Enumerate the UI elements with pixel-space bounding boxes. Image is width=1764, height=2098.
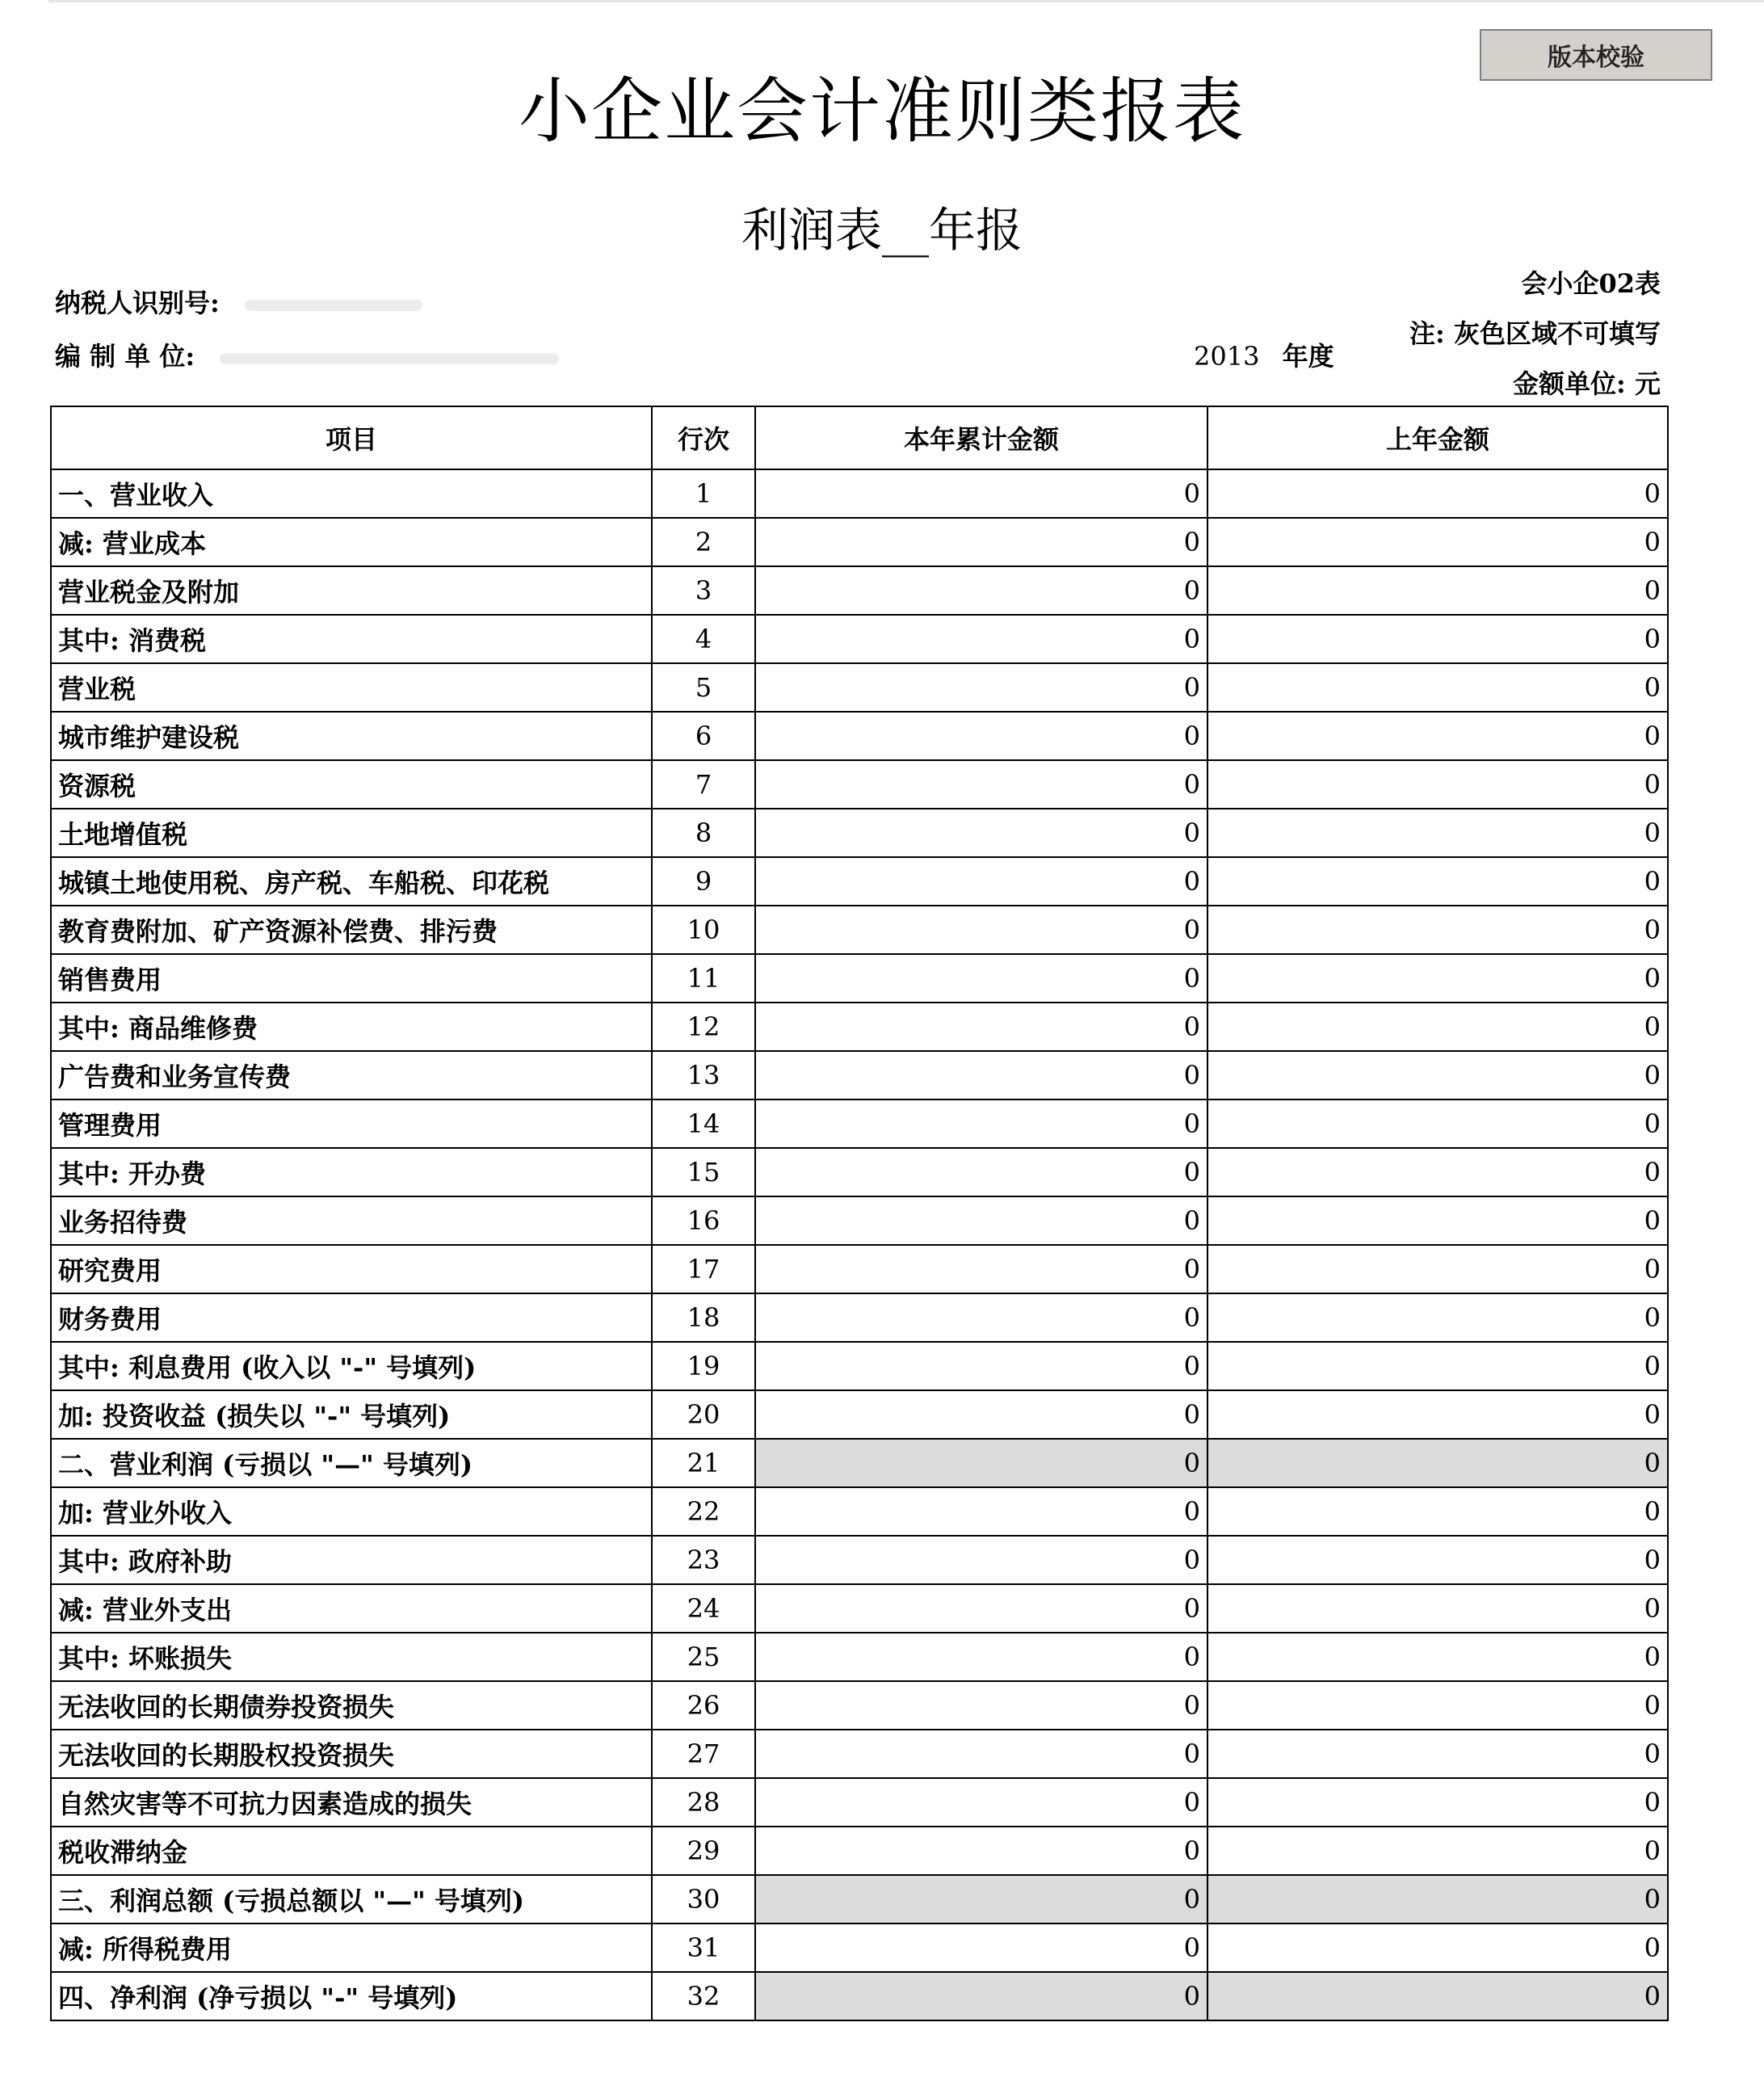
current-year-amount-cell: 0 (755, 1439, 1208, 1487)
previous-year-amount-cell[interactable]: 0 (1208, 518, 1668, 566)
table-row (51, 1148, 1668, 1196)
current-year-amount-cell[interactable]: 0 (755, 906, 1208, 954)
table-row (51, 954, 1668, 1003)
column-header-previous-year: 上年金额 (1208, 406, 1668, 469)
table-row (51, 1730, 1668, 1778)
top-divider (48, 0, 1764, 2)
previous-year-amount-cell[interactable]: 0 (1208, 1633, 1668, 1681)
previous-year-amount-cell[interactable]: 0 (1208, 1003, 1668, 1051)
previous-year-amount-cell[interactable]: 0 (1208, 1293, 1668, 1342)
row-line-number: 29 (652, 1827, 755, 1875)
current-year-amount-cell[interactable]: 0 (755, 518, 1208, 566)
table-row (51, 1584, 1668, 1633)
previous-year-amount-cell[interactable]: 0 (1208, 1487, 1668, 1536)
previous-year-amount-cell[interactable]: 0 (1208, 663, 1668, 712)
page-title: 小企业会计准则类报表 (518, 69, 1245, 153)
previous-year-amount-cell[interactable]: 0 (1208, 1390, 1668, 1439)
row-line-number: 15 (652, 1148, 755, 1196)
current-year-amount-cell[interactable]: 0 (755, 1148, 1208, 1196)
table-row (51, 1099, 1668, 1148)
row-item-label: 自然灾害等不可抗力因素造成的损失 (51, 1778, 652, 1827)
taxpayer-id-row (55, 283, 422, 320)
row-line-number: 25 (652, 1633, 755, 1681)
table-row (51, 1390, 1668, 1439)
row-line-number: 24 (652, 1584, 755, 1633)
current-year-amount-cell[interactable]: 0 (755, 663, 1208, 712)
row-line-number: 13 (652, 1051, 755, 1099)
table-row (51, 809, 1668, 857)
table-row (51, 518, 1668, 566)
previous-year-amount-cell[interactable]: 0 (1208, 1827, 1668, 1875)
table-row (51, 712, 1668, 760)
table-row (51, 1439, 1668, 1487)
previous-year-amount-cell[interactable]: 0 (1208, 1342, 1668, 1390)
row-line-number: 9 (652, 857, 755, 906)
row-line-number: 10 (652, 906, 755, 954)
row-line-number: 31 (652, 1924, 755, 1972)
row-line-number: 19 (652, 1342, 755, 1390)
row-line-number: 17 (652, 1245, 755, 1293)
current-year-amount-cell[interactable]: 0 (755, 954, 1208, 1003)
compiler-row (55, 336, 559, 373)
row-item-label: 其中: 开办费 (51, 1148, 652, 1196)
current-year-amount-cell[interactable]: 0 (755, 760, 1208, 809)
row-line-number: 30 (652, 1875, 755, 1924)
current-year-amount-cell[interactable]: 0 (755, 1633, 1208, 1681)
row-line-number: 5 (652, 663, 755, 712)
row-line-number: 7 (652, 760, 755, 809)
row-item-label: 加: 营业外收入 (51, 1487, 652, 1536)
row-line-number: 2 (652, 518, 755, 566)
row-item-label: 管理费用 (51, 1099, 652, 1148)
previous-year-amount-cell[interactable]: 0 (1208, 469, 1668, 518)
previous-year-amount-cell[interactable]: 0 (1208, 1924, 1668, 1972)
row-line-number: 23 (652, 1536, 755, 1584)
row-line-number: 14 (652, 1099, 755, 1148)
table-row (51, 1875, 1668, 1924)
row-line-number: 1 (652, 469, 755, 518)
previous-year-amount-cell[interactable]: 0 (1208, 1730, 1668, 1778)
table-row (51, 906, 1668, 954)
previous-year-amount-cell[interactable]: 0 (1208, 1245, 1668, 1293)
table-row (51, 1924, 1668, 1972)
row-item-label: 一、营业收入 (51, 469, 652, 518)
current-year-amount-cell[interactable]: 0 (755, 1293, 1208, 1342)
column-header-current-year: 本年累计金额 (755, 406, 1208, 469)
row-line-number: 26 (652, 1681, 755, 1730)
previous-year-amount-cell[interactable]: 0 (1208, 760, 1668, 809)
gray-area-note: 注: 灰色区域不可填写 (1409, 318, 1661, 349)
current-year-amount-cell[interactable]: 0 (755, 1584, 1208, 1633)
current-year-amount-cell[interactable]: 0 (755, 1924, 1208, 1972)
previous-year-amount-cell[interactable]: 0 (1208, 1536, 1668, 1584)
row-item-label: 研究费用 (51, 1245, 652, 1293)
column-header-line-no: 行次 (652, 406, 755, 469)
previous-year-amount-cell[interactable]: 0 (1208, 906, 1668, 954)
row-line-number: 8 (652, 809, 755, 857)
current-year-amount-cell[interactable]: 0 (755, 1003, 1208, 1051)
row-line-number: 16 (652, 1196, 755, 1245)
row-line-number: 20 (652, 1390, 755, 1439)
current-year-amount-cell[interactable]: 0 (755, 1196, 1208, 1245)
year-value[interactable]: 2013 (1194, 341, 1260, 372)
row-item-label: 无法收回的长期债券投资损失 (51, 1681, 652, 1730)
row-item-label: 其中: 商品维修费 (51, 1003, 652, 1051)
row-line-number: 11 (652, 954, 755, 1003)
row-line-number: 4 (652, 615, 755, 663)
row-item-label: 四、净利润 (净亏损以 "-" 号填列) (51, 1972, 652, 2020)
table-body (51, 469, 1668, 2020)
income-statement-table (50, 406, 1669, 2021)
table-row (51, 1051, 1668, 1099)
row-item-label: 土地增值税 (51, 809, 652, 857)
row-line-number: 21 (652, 1439, 755, 1487)
row-item-label: 减: 营业外支出 (51, 1584, 652, 1633)
current-year-amount-cell[interactable]: 0 (755, 1051, 1208, 1099)
current-year-amount-cell[interactable]: 0 (755, 615, 1208, 663)
compiler-value-redacted (220, 353, 559, 364)
row-item-label: 其中: 利息费用 (收入以 "-" 号填列) (51, 1342, 652, 1390)
previous-year-amount-cell: 0 (1208, 1972, 1668, 2020)
table-row (51, 469, 1668, 518)
row-item-label: 营业税 (51, 663, 652, 712)
row-line-number: 28 (652, 1778, 755, 1827)
table-row (51, 1342, 1668, 1390)
previous-year-amount-cell[interactable]: 0 (1208, 1099, 1668, 1148)
table-row (51, 1536, 1668, 1584)
row-item-label: 营业税金及附加 (51, 566, 652, 615)
current-year-amount-cell: 0 (755, 1875, 1208, 1924)
table-row (51, 1972, 1668, 2020)
row-line-number: 18 (652, 1293, 755, 1342)
row-line-number: 32 (652, 1972, 755, 2020)
row-item-label: 二、营业利润 (亏损以 "—" 号填列) (51, 1439, 652, 1487)
table-row (51, 1778, 1668, 1827)
row-item-label: 城镇土地使用税、房产税、车船税、印花税 (51, 857, 652, 906)
previous-year-amount-cell[interactable]: 0 (1208, 1584, 1668, 1633)
row-item-label: 税收滞纳金 (51, 1827, 652, 1875)
row-item-label: 业务招待费 (51, 1196, 652, 1245)
current-year-amount-cell[interactable]: 0 (755, 1245, 1208, 1293)
current-year-amount-cell[interactable]: 0 (755, 1730, 1208, 1778)
row-line-number: 3 (652, 566, 755, 615)
currency-unit: 金额单位: 元 (1513, 368, 1661, 399)
taxpayer-id-label: 纳税人识别号: (55, 288, 220, 318)
table-header-row (51, 406, 1668, 469)
previous-year-amount-cell[interactable]: 0 (1208, 615, 1668, 663)
current-year-amount-cell[interactable]: 0 (755, 469, 1208, 518)
table-row (51, 1196, 1668, 1245)
current-year-amount-cell[interactable]: 0 (755, 1487, 1208, 1536)
current-year-amount-cell[interactable]: 0 (755, 1342, 1208, 1390)
row-item-label: 减: 所得税费用 (51, 1924, 652, 1972)
table-row (51, 615, 1668, 663)
table-row (51, 1245, 1668, 1293)
current-year-amount-cell[interactable]: 0 (755, 1390, 1208, 1439)
report-subtitle: 利润表__年报 (741, 203, 1023, 258)
previous-year-amount-cell[interactable]: 0 (1208, 954, 1668, 1003)
column-header-item: 项目 (51, 406, 652, 469)
row-line-number: 22 (652, 1487, 755, 1536)
table-row (51, 857, 1668, 906)
row-item-label: 其中: 坏账损失 (51, 1633, 652, 1681)
current-year-amount-cell[interactable]: 0 (755, 809, 1208, 857)
current-year-amount-cell[interactable]: 0 (755, 857, 1208, 906)
current-year-amount-cell[interactable]: 0 (755, 1681, 1208, 1730)
current-year-amount-cell[interactable]: 0 (755, 1827, 1208, 1875)
table-row (51, 1681, 1668, 1730)
table-row (51, 1827, 1668, 1875)
current-year-amount-cell: 0 (755, 1972, 1208, 2020)
row-item-label: 减: 营业成本 (51, 518, 652, 566)
year-field (1194, 336, 1334, 373)
table-row (51, 1633, 1668, 1681)
current-year-amount-cell[interactable]: 0 (755, 1778, 1208, 1827)
row-line-number: 6 (652, 712, 755, 760)
row-item-label: 其中: 政府补助 (51, 1536, 652, 1584)
row-item-label: 销售费用 (51, 954, 652, 1003)
previous-year-amount-cell: 0 (1208, 1875, 1668, 1924)
previous-year-amount-cell[interactable]: 0 (1208, 1778, 1668, 1827)
previous-year-amount-cell: 0 (1208, 1439, 1668, 1487)
form-code: 会小企02表 (1521, 268, 1661, 299)
compiler-label: 编 制 单 位: (55, 341, 195, 372)
taxpayer-id-value-redacted (245, 300, 422, 311)
table-row (51, 1293, 1668, 1342)
table-row (51, 663, 1668, 712)
previous-year-amount-cell[interactable]: 0 (1208, 566, 1668, 615)
previous-year-amount-cell[interactable]: 0 (1208, 809, 1668, 857)
row-item-label: 资源税 (51, 760, 652, 809)
row-item-label: 广告费和业务宣传费 (51, 1051, 652, 1099)
current-year-amount-cell[interactable]: 0 (755, 566, 1208, 615)
row-line-number: 27 (652, 1730, 755, 1778)
previous-year-amount-cell[interactable]: 0 (1208, 857, 1668, 906)
previous-year-amount-cell[interactable]: 0 (1208, 1681, 1668, 1730)
table-row (51, 1487, 1668, 1536)
current-year-amount-cell[interactable]: 0 (755, 1536, 1208, 1584)
row-item-label: 财务费用 (51, 1293, 652, 1342)
table-row (51, 566, 1668, 615)
row-item-label: 三、利润总额 (亏损总额以 "—" 号填列) (51, 1875, 652, 1924)
row-item-label: 教育费附加、矿产资源补偿费、排污费 (51, 906, 652, 954)
current-year-amount-cell[interactable]: 0 (755, 1099, 1208, 1148)
table-row (51, 760, 1668, 809)
table-row (51, 1003, 1668, 1051)
row-item-label: 其中: 消费税 (51, 615, 652, 663)
previous-year-amount-cell[interactable]: 0 (1208, 1196, 1668, 1245)
year-unit: 年度 (1282, 341, 1334, 372)
row-item-label: 无法收回的长期股权投资损失 (51, 1730, 652, 1778)
version-check-button[interactable]: 版本校验 (1480, 29, 1712, 81)
previous-year-amount-cell[interactable]: 0 (1208, 712, 1668, 760)
current-year-amount-cell[interactable]: 0 (755, 712, 1208, 760)
previous-year-amount-cell[interactable]: 0 (1208, 1148, 1668, 1196)
previous-year-amount-cell[interactable]: 0 (1208, 1051, 1668, 1099)
row-line-number: 12 (652, 1003, 755, 1051)
row-item-label: 城市维护建设税 (51, 712, 652, 760)
row-item-label: 加: 投资收益 (损失以 "-" 号填列) (51, 1390, 652, 1439)
